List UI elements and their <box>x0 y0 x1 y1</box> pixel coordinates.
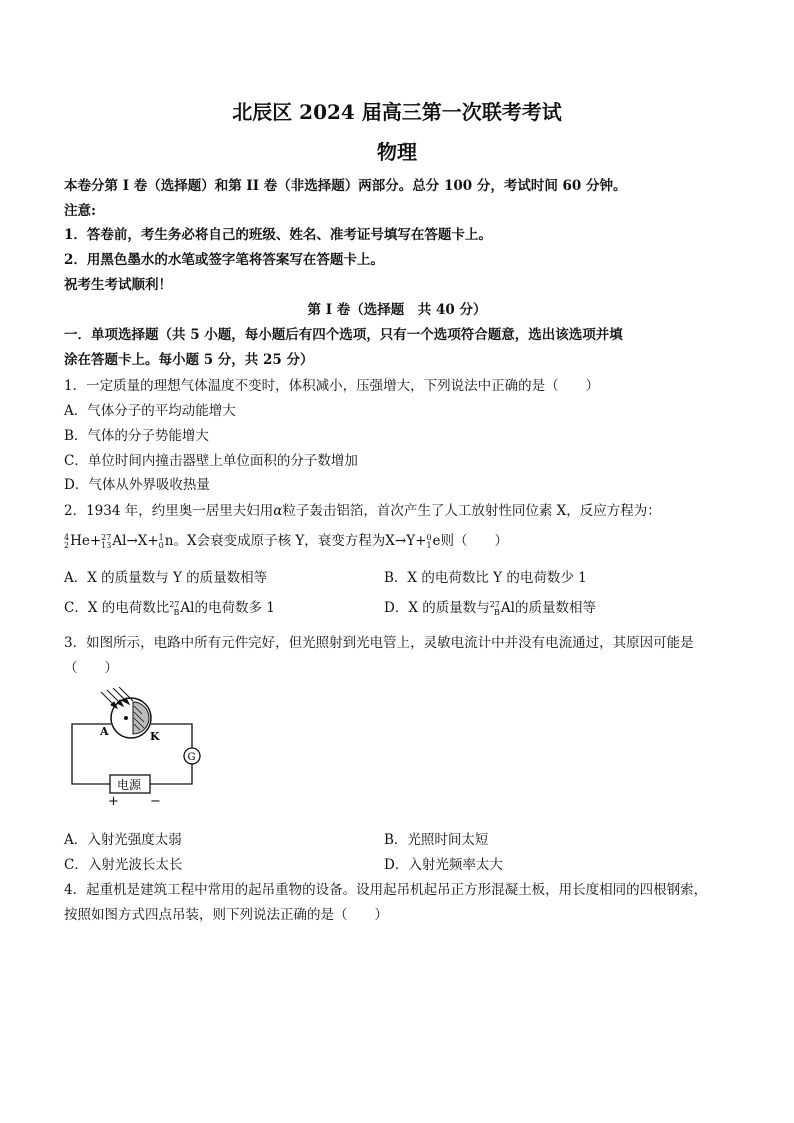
isotope-numbers: 27 13 <box>101 532 112 550</box>
wire-bottom-right <box>150 764 192 784</box>
option-text: 的质量数相等 <box>515 600 596 616</box>
isotope-numbers: 0 1 <box>426 532 432 550</box>
photoelectric-circuit-figure <box>64 684 214 814</box>
stem-text: 粒子轰击铝箔，首次产生了人工放射性同位素 X，反应方程为： <box>282 503 661 519</box>
option-text: D．X 的质量数与 <box>384 600 490 616</box>
element-symbol: e <box>432 533 441 549</box>
question-stem: 1．一定质量的理想气体温度不变时，体积减小，压强增大，下列说法中正确的是（ ） <box>64 378 600 394</box>
stem-text: 2．1934 年，约里奥一居里夫妇用 <box>64 503 274 519</box>
element-symbol: n <box>164 533 174 549</box>
alpha-symbol: α <box>273 503 283 519</box>
option-d: D．入射光频率太大 <box>384 857 503 873</box>
reaction-equation <box>64 529 508 550</box>
minus-terminal: − <box>150 794 161 809</box>
label-k: K <box>150 730 160 743</box>
option-a: A．气体分子的平均动能增大 <box>64 403 236 419</box>
power-supply-label: 电源 <box>117 778 142 792</box>
notice-item: 1．答卷前，考生务必将自己的班级、姓名、准考证号填写在答题卡上。 <box>64 227 492 243</box>
part-heading: 第 I 卷（选择题 共 40 分） <box>307 302 487 318</box>
isotope-numbers: 27 B <box>169 599 180 617</box>
question-stem: 3．如图所示，电路中所有元件完好，但光照射到光电管上，灵敏电流计中并没有电流通过，其原因可能是 <box>64 635 694 651</box>
section-instruction: 涂在答题卡上。每小题 5 分，共 25 分） <box>64 352 314 368</box>
arrow-text: →X+ <box>126 533 159 549</box>
section-instruction: 一．单项选择题（共 5 小题，每小题后有四个选项，只有一个选项符合题意，选出该选项并填 <box>64 327 623 343</box>
isotope-numbers: 1 0 <box>158 532 164 550</box>
galvanometer-label: G <box>187 752 196 763</box>
option-b: B．气体的分子势能增大 <box>64 428 209 444</box>
element-symbol: Al <box>500 600 515 616</box>
option-text: C．X 的电荷数比 <box>64 600 170 616</box>
anode-dot <box>124 716 128 720</box>
option-d <box>384 596 596 617</box>
option-text: 的电荷数多 1 <box>194 600 275 616</box>
isotope-numbers: 27 B <box>489 599 500 617</box>
question-stem <box>64 499 661 519</box>
stem-text: 。X会衰变成原子核 Y，衰变方程为X <box>173 533 395 549</box>
option-d: D．气体从外界吸收热量 <box>64 477 210 493</box>
exam-title: 北辰区 2024 届高三第一次联考考试 <box>232 100 562 124</box>
stem-text: 则（ ） <box>440 533 509 549</box>
label-a: A <box>100 725 109 738</box>
cathode-plate <box>133 702 149 734</box>
notice-item: 2．用黑色墨水的水笔或签字笔将答案写在答题卡上。 <box>64 252 384 268</box>
notice-label: 注意: <box>64 203 96 219</box>
question-stem: 按照如图方式四点吊装，则下列说法正确的是（ ） <box>64 907 388 923</box>
element-symbol: Al <box>112 533 127 549</box>
option-c: C．入射光波长太长 <box>64 857 183 873</box>
arrow-text: →Y+ <box>394 533 427 549</box>
option-b: B．X 的电荷数比 Y 的电荷数少 1 <box>384 570 587 586</box>
option-b: B．光照时间太短 <box>384 832 489 848</box>
option-a: A．X 的质量数与 Y 的质量数相等 <box>64 570 268 586</box>
question-stem: 4．起重机是建筑工程中常用的起吊重物的设备。设用起吊机起吊正方形混凝土板，用长度相同的四根钢索， <box>64 882 708 898</box>
option-a: A．入射光强度太弱 <box>64 832 182 848</box>
option-c <box>64 596 275 617</box>
plus-terminal: + <box>108 794 119 809</box>
element-symbol: He <box>70 533 90 549</box>
question-stem: （ ） <box>64 660 118 676</box>
plus-sign: + <box>89 533 102 549</box>
isotope-numbers: 4 2 <box>64 532 70 550</box>
exam-structure: 本卷分第 I 卷（选择题）和第 II 卷（非选择题）两部分。总分 100 分，考试时间 60 分钟。 <box>64 178 627 194</box>
option-c: C．单位时间内撞击器壁上单位面积的分子数增加 <box>64 453 358 469</box>
element-symbol: Al <box>180 600 195 616</box>
subject-title: 物理 <box>377 140 417 164</box>
good-luck-text: 祝考生考试顺利！ <box>64 277 172 293</box>
